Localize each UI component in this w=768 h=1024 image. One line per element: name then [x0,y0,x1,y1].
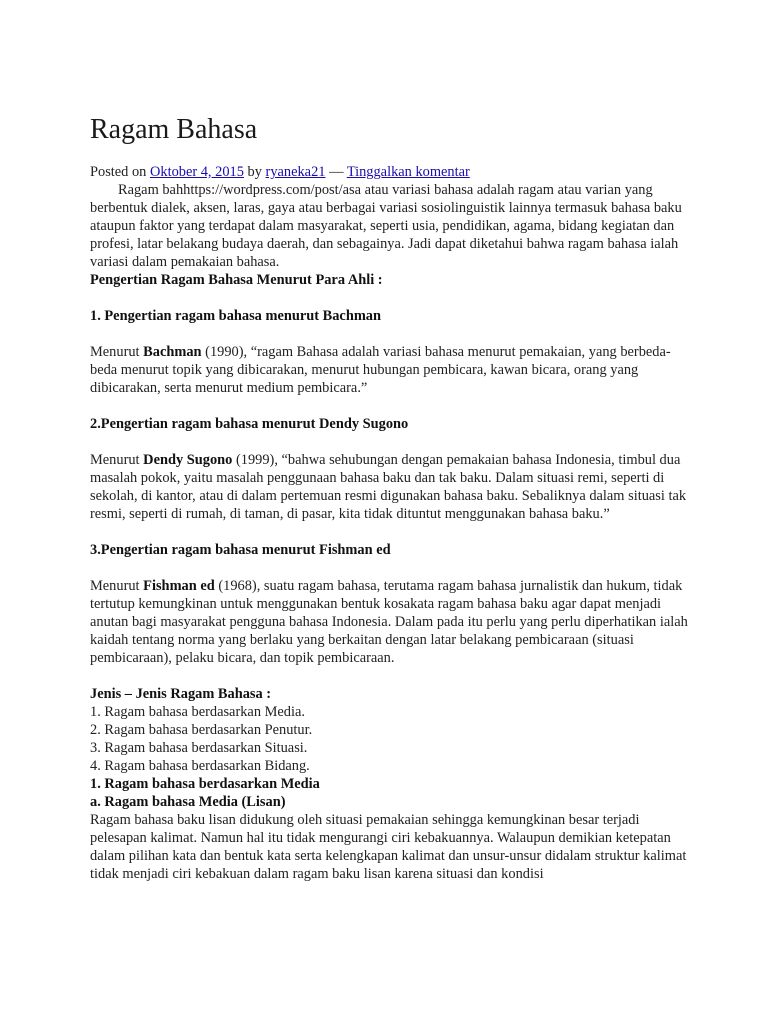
section-3-heading [90,541,690,559]
intro-paragraph: Ragam bahhttps://wordpress.com/post/asa atau variasi bahasa adalah ragam atau varian yang berbentuk dialek, aksen, laras, gaya atau berbagai variasi sosiolinguistik lainnya termasuk bahasa baku ataupun faktor yang terdapat dalam masyarakat, seperti usia, pendidikan, agama, bidang kegiatan dan profesi, latar belakang budaya daerah, dan sebagainya. Jadi dapat diketahui bahwa ragam bahasa ialah variasi dalam pemakaian bahasa. [90,182,682,270]
section-2-pre: Menurut [90,452,140,468]
section-2-paragraph [90,451,690,523]
section-2-name: Dendy Sugono [143,452,233,468]
article-body [90,163,690,883]
list-item: 3. Ragam bahasa berdasarkan Situasi. [90,740,308,756]
section-2-text: (1999), “bahwa sehubungan dengan pemakaian bahasa Indonesia, timbul dua masalah pokok, yaitu masalah penggunaan bahasa baku dan tak baku. Dalam situasi remi, seperti di sekolah, di kantor, atau di dalam pertemuan resmi digunakan bahasa baku. Sebaliknya dalam situasi tak resmi, seperti di rumah, di taman, di pasar, kita tidak dituntut menggunakan bahasa baku.” [90,452,687,522]
post-meta [90,163,690,181]
meta-dash: — [329,164,344,180]
list-item: 2. Ragam bahasa berdasarkan Penutur. [90,722,313,738]
section-1-name: Bachman [143,344,202,360]
media-subheading [90,793,690,811]
heading-ahli [90,271,690,289]
media-paragraph: Ragam bahasa baku lisan didukung oleh situasi pemakaian sehingga kemungkinan besar terjadi pelesapan kalimat. Namun hal itu tidak mengurangi ciri kebakuannya. Walaupun demikian ketepatan dalam pilihan kata dan bentuk kata serta kelengkapan kalimat dan unsur-unsur didalam struktur kalimat tidak menjadi ciri kebakuan dalam ragam baku lisan karena situasi dan kondisi [90,812,687,882]
jenis-heading [90,685,690,703]
section-3-text: (1968), suatu ragam bahasa, terutama ragam bahasa jurnalistik dan hukum, tidak tertutup kemungkinan untuk menggunakan bentuk kosakata ragam bahasa baku agar dapat menjadi anutan bagi masyarakat pengguna bahasa Indonesia. Dalam pada itu perlu yang perlu diperhatikan ialah kaidah tentang norma yang berlaku yang berkaitan dengan latar belakang pembicaraan (situasi pembicaraan), pelaku bicara, dan topik pembicaraan. [90,578,688,666]
list-item: 1. Ragam bahasa berdasarkan Media. [90,704,305,720]
section-2-heading-text: 2.Pengertian ragam bahasa menurut Dendy Sugono [90,416,409,432]
page-title: Ragam Bahasa [90,114,258,145]
posted-on-label: Posted on [90,164,147,180]
author-link[interactable]: ryaneka21 [265,164,326,180]
section-2-heading [90,415,690,433]
section-3-paragraph [90,577,690,667]
section-1-heading-text: 1. Pengertian ragam bahasa menurut Bachman [90,308,382,324]
section-1-pre: Menurut [90,344,140,360]
date-link[interactable]: Oktober 4, 2015 [149,164,244,180]
section-3-pre: Menurut [90,578,140,594]
jenis-heading-text: Jenis – Jenis Ragam Bahasa : [90,686,272,702]
media-heading-text: 1. Ragam bahasa berdasarkan Media [90,776,320,792]
section-1-text: (1990), “ragam Bahasa adalah variasi bahasa menurut pemakaian, yang berbeda-beda menurut topik yang dibicarakan, menurut hubungan pembicara, kawan bicara, orang yang dibicarakan, serta menurut medium pembicara.” [90,344,671,396]
section-1-heading [90,307,690,325]
comment-link[interactable]: Tinggalkan komentar [346,164,470,180]
section-3-heading-text: 3.Pengertian ragam bahasa menurut Fishman ed [90,542,391,558]
media-heading [90,775,690,793]
list-item: 4. Ragam bahasa berdasarkan Bidang. [90,758,310,774]
section-1-paragraph [90,343,690,397]
by-label: by [247,164,262,180]
heading-ahli-text: Pengertian Ragam Bahasa Menurut Para Ahli : [90,272,383,288]
media-subheading-text: a. Ragam bahasa Media (Lisan) [90,794,286,810]
section-3-name: Fishman ed [143,578,215,594]
